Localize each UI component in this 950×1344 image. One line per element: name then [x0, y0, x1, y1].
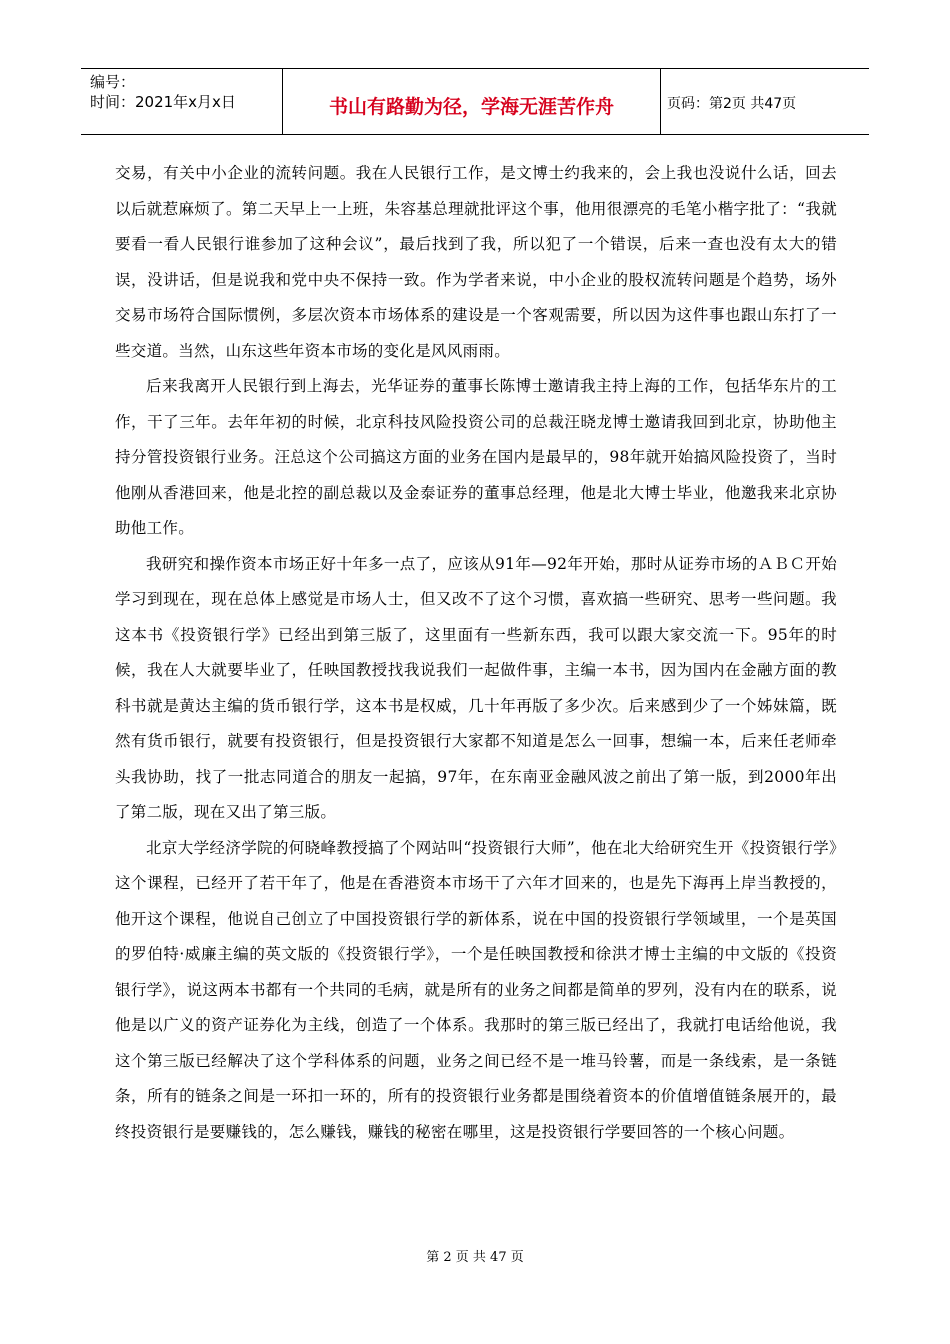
- paragraph-3: 我研究和操作资本市场正好十年多一点了，应该从91年—92年开始，那时从证券市场的ＡＢＣ开始学习到现在，现在总体上感觉是市场人士，但又改不了这个习惯，喜欢搞一些研究、思考一些问题。我这本书《投资银行学》已经出到第三版了，这里面有一些新东西，我可以跟大家交流一下。95年的时候，我在人大就要毕业了，任映国教授找我说我们一起做件事，主编一本书，因为国内在金融方面的教科书就是黄达主编的货币银行学，这本书是权威，几十年再版了多少次。后来感到少了一个姊妹篇，既然有货币银行，就要有投资银行，但是投资银行大家都不知道是怎么一回事，想编一本，后来任老师牵头我协助，找了一批志同道合的朋友一起搞，97年，在东南亚金融风波之前出了第一版，到2000年出了第二版，现在又出了第三版。: [115, 554, 837, 821]
- page-footer: 第 2 页 共 47 页: [426, 1250, 524, 1265]
- page-header: [81, 68, 869, 135]
- paragraph-1: 交易，有关中小企业的流转问题。我在人民银行工作，是文博士约我来的，会上我也没说什么话，回去以后就惹麻烦了。第二天早上一上班，朱容基总理就批评这个事，他用很漂亮的毛笔小楷字批了：“我就要看一看人民银行谁参加了这种会议”，最后找到了我，所以犯了一个错误，后来一查也没有太大的错误，没讲话，但是说我和党中央不保持一致。作为学者来说，中小企业的股权流转问题是个趋势，场外交易市场符合国际惯例，多层次资本市场体系的建设是一个客观需要，所以因为这件事也跟山东打了一些交道。当然，山东这些年资本市场的变化是风风雨雨。: [115, 164, 837, 360]
- header-page-info: 页码：第2页 共47页: [667, 95, 797, 112]
- paragraph-4: 北京大学经济学院的何晓峰教授搞了个网站叫“投资银行大师”，他在北大给研究生开《投资银行学》这个课程，已经开了若干年了，他是在香港资本市场干了六年才回来的，也是先下海再上岸当教授的，他开这个课程，他说自己创立了中国投资银行学的新体系，说在中国的投资银行学领域里，一个是英国的罗伯特·威廉主编的英文版的《投资银行学》，一个是任映国教授和徐洪才博士主编的中文版的《投资银行学》，说这两本书都有一个共同的毛病，就是所有的业务之间都是简单的罗列，没有内在的联系，说他是以广义的资产证券化为主线，创造了一个体系。我那时的第三版已经出了，我就打电话给他说，我这个第三版已经解决了这个学科体系的问题，业务之间已经不是一堆马铃薯，而是一条线索，是一条链条，所有的链条之间是一环扣一环的，所有的投资银行业务都是围绕着资本的价值增值链条展开的，最终投资银行是要赚钱的，怎么赚钱，赚钱的秘密在哪里，这是投资银行学要回答的一个核心问题。: [115, 838, 837, 1141]
- paragraph-2: 后来我离开人民银行到上海去，光华证券的董事长陈博士邀请我主持上海的工作，包括华东片的工作，干了三年。去年年初的时候，北京科技风险投资公司的总裁汪晓龙博士邀请我回到北京，协助他主持分管投资银行业务。汪总这个公司搞这方面的业务在国内是最早的，98年就开始搞风险投资了，当时他刚从香港回来，他是北控的副总裁以及金泰证券的董事总经理，他是北大博士毕业，他邀我来北京协助他工作。: [115, 377, 837, 537]
- header-meta: [81, 69, 283, 134]
- header-motto: 书山有路勤为径，学海无涯苦作舟: [283, 69, 661, 134]
- document-number-label: 编号：: [90, 73, 136, 91]
- document-body: [115, 156, 837, 1150]
- document-time-label: 时间：2021年x月x日: [90, 93, 236, 111]
